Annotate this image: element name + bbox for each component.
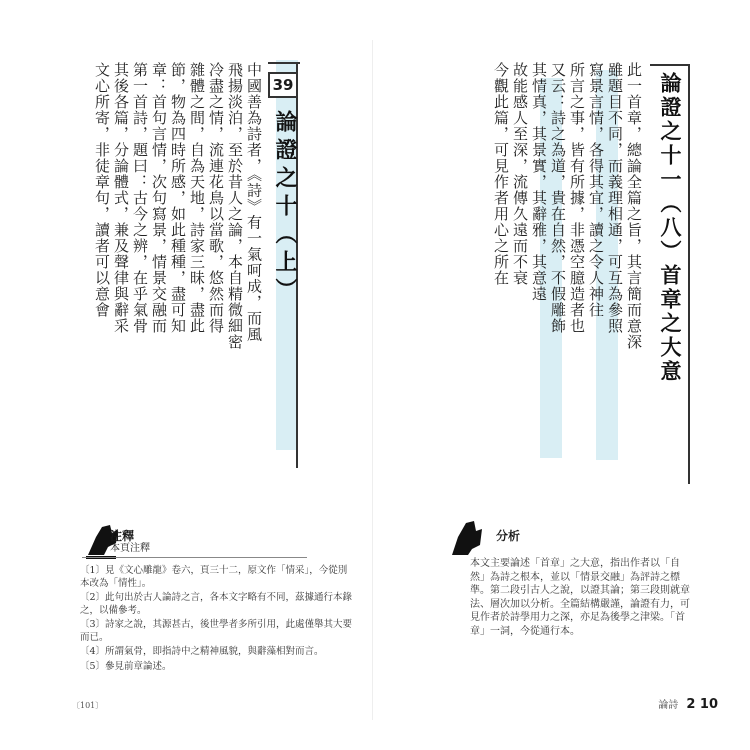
note-line: 〔5〕參見前章論述。 <box>80 660 172 672</box>
page-number-value: 2 10 <box>686 697 718 712</box>
body-column: 其情真，其景實，其辭雅，其意遠 <box>530 62 548 302</box>
body-column: 文心所寄，非徒章句，讀者可以意會 <box>93 62 111 318</box>
right-body-text <box>488 62 643 472</box>
body-column: 所言之事，皆有所據，非憑空臆造者也 <box>568 62 586 334</box>
body-column: 今觀此篇，可見作者用心之所在 <box>492 62 510 286</box>
chapter-number: 39 <box>268 72 298 98</box>
page-number <box>658 693 718 712</box>
notes-subtitle: 本頁注釋 <box>110 543 150 554</box>
note-line: 〔2〕此句出於古人論詩之言，各本文字略有不同，茲據通行本錄之，以備參考。 <box>80 592 353 616</box>
page-number-word: 論詩 <box>658 700 679 711</box>
heading-rule-cap <box>268 62 300 64</box>
body-column: 冷盡之情，流連花鳥以當歌，悠然而得 <box>207 62 225 334</box>
left-body-text <box>78 62 263 482</box>
body-column: 又云：詩之為道，貴在自然，不假雕飾 <box>549 62 567 334</box>
body-column: 寫景言情，各得其宜，讀之令人神往 <box>587 62 605 318</box>
body-column: 節，物為四時所感，如此種種，盡可知 <box>169 62 187 334</box>
body-column: 飛揚淡泊，至於昔人之論，本自精微細密 <box>226 62 244 350</box>
notes-divider <box>82 557 307 558</box>
body-column: 雖題目不同，而義理相通，可互為參照 <box>606 62 624 334</box>
page-gutter <box>372 40 373 720</box>
body-column: 此一首章，總論全篇之旨，其言簡而意深 <box>625 62 643 350</box>
body-column: 章：首句言情，次句寫景，情景交融而 <box>150 62 168 334</box>
analysis-body: 本文主要論述「首章」之大意，指出作者以「自然」為詩之根本，並以「情景交融」為評詩之標準。第二段引古人之說，以證其論；第三段則就章法、層次加以分析。全篇結構嚴謹，論證有力，可見作者於詩學用力之深，亦足為後學之津梁。「首章」一詞，今從通行本。 <box>470 558 690 637</box>
note-line: 〔1〕見《文心雕龍》卷六，頁三十二，原文作「情采」，今從別本改為「情性」。 <box>80 565 348 589</box>
page-reference: 〔101〕 <box>72 701 104 710</box>
analysis-section <box>440 505 690 645</box>
notes-section <box>70 505 358 710</box>
body-column: 第一首詩，題曰：古今之辨，在乎氣骨 <box>131 62 149 334</box>
chapter-title: 論證之十一（八）首章之大意 <box>658 72 683 384</box>
note-line: 〔3〕詩家之說，其源甚古，後世學者多所引用，此處僅舉其大要而已。 <box>80 619 353 643</box>
body-column: 其後各篇，分論體式，兼及聲律與辭采 <box>112 62 130 334</box>
body-column: 雜體之間，自為天地，詩家三昧，盡此 <box>188 62 206 334</box>
notes-label: 注釋 <box>110 529 135 543</box>
notes-body <box>80 565 354 675</box>
chapter-title: 論證之十（上） <box>272 110 298 306</box>
body-column: 中國善為詩者，《詩》有一氣呵成，而風 <box>245 62 263 343</box>
analysis-label: 分析 <box>496 529 521 543</box>
body-column: 故能感人至深，流傳久遠而不衰 <box>511 62 529 286</box>
heading-rule <box>688 64 690 484</box>
note-line: 〔4〕所謂氣骨，即指詩中之精神風貌，與辭藻相對而言。 <box>80 646 324 657</box>
heading-rule-cap <box>650 64 690 66</box>
